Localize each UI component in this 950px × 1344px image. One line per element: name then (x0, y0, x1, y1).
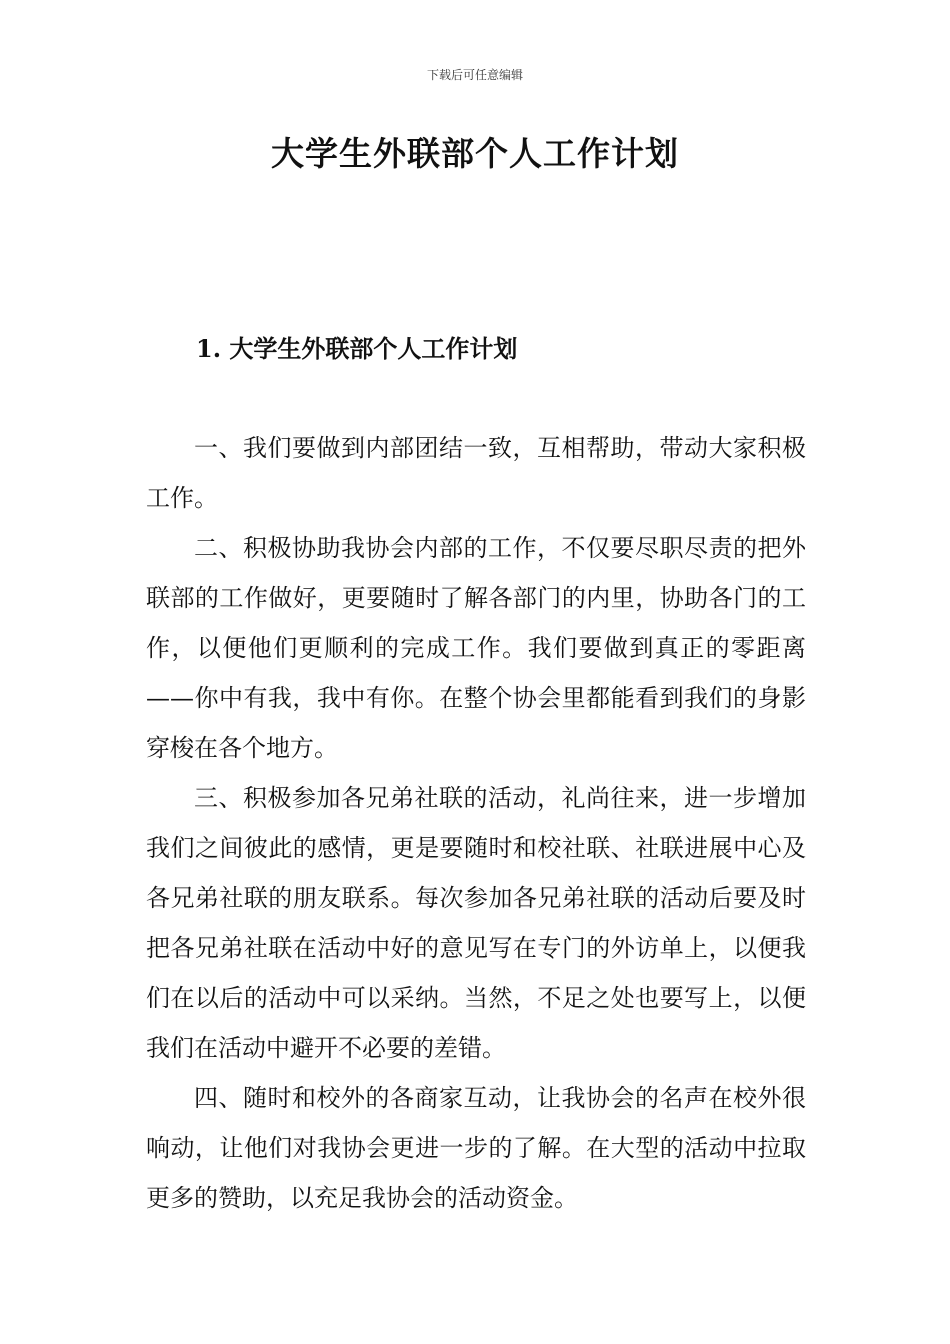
paragraph-1: 一、我们要做到内部团结一致，互相帮助，带动大家积极工作。 (146, 434, 806, 512)
paragraph-3: 三、积极参加各兄弟社联的活动，礼尚往来，进一步增加我们之间彼此的感情，更是要随时和校社联、社联进展中心及各兄弟社联的朋友联系。每次参加各兄弟社联的活动后要及时把各兄弟社联在活动中好的意见写在专门的外访单上，以便我们在以后的活动中可以采纳。当然，不足之处也要写上，以便我们在活动中避开不必要的差错。 (146, 784, 806, 1062)
section-heading: 1. 大学生外联部个人工作计划 (196, 334, 518, 363)
document-body (146, 423, 806, 1223)
header-note: 下载后可任意编辑 (426, 68, 523, 82)
paragraph-2: 二、积极协助我协会内部的工作，不仅要尽职尽责的把外联部的工作做好，更要随时了解各部门的内里，协助各门的工作，以便他们更顺利的完成工作。我们要做到真正的零距离——你中有我，我中有你。在整个协会里都能看到我们的身影穿梭在各个地方。 (146, 534, 806, 762)
paragraph-4: 四、随时和校外的各商家互动，让我协会的名声在校外很响动，让他们对我协会更进一步的了解。在大型的活动中拉取更多的赞助，以充足我协会的活动资金。 (146, 1084, 806, 1212)
document-title: 大学生外联部个人工作计划 (271, 134, 679, 173)
